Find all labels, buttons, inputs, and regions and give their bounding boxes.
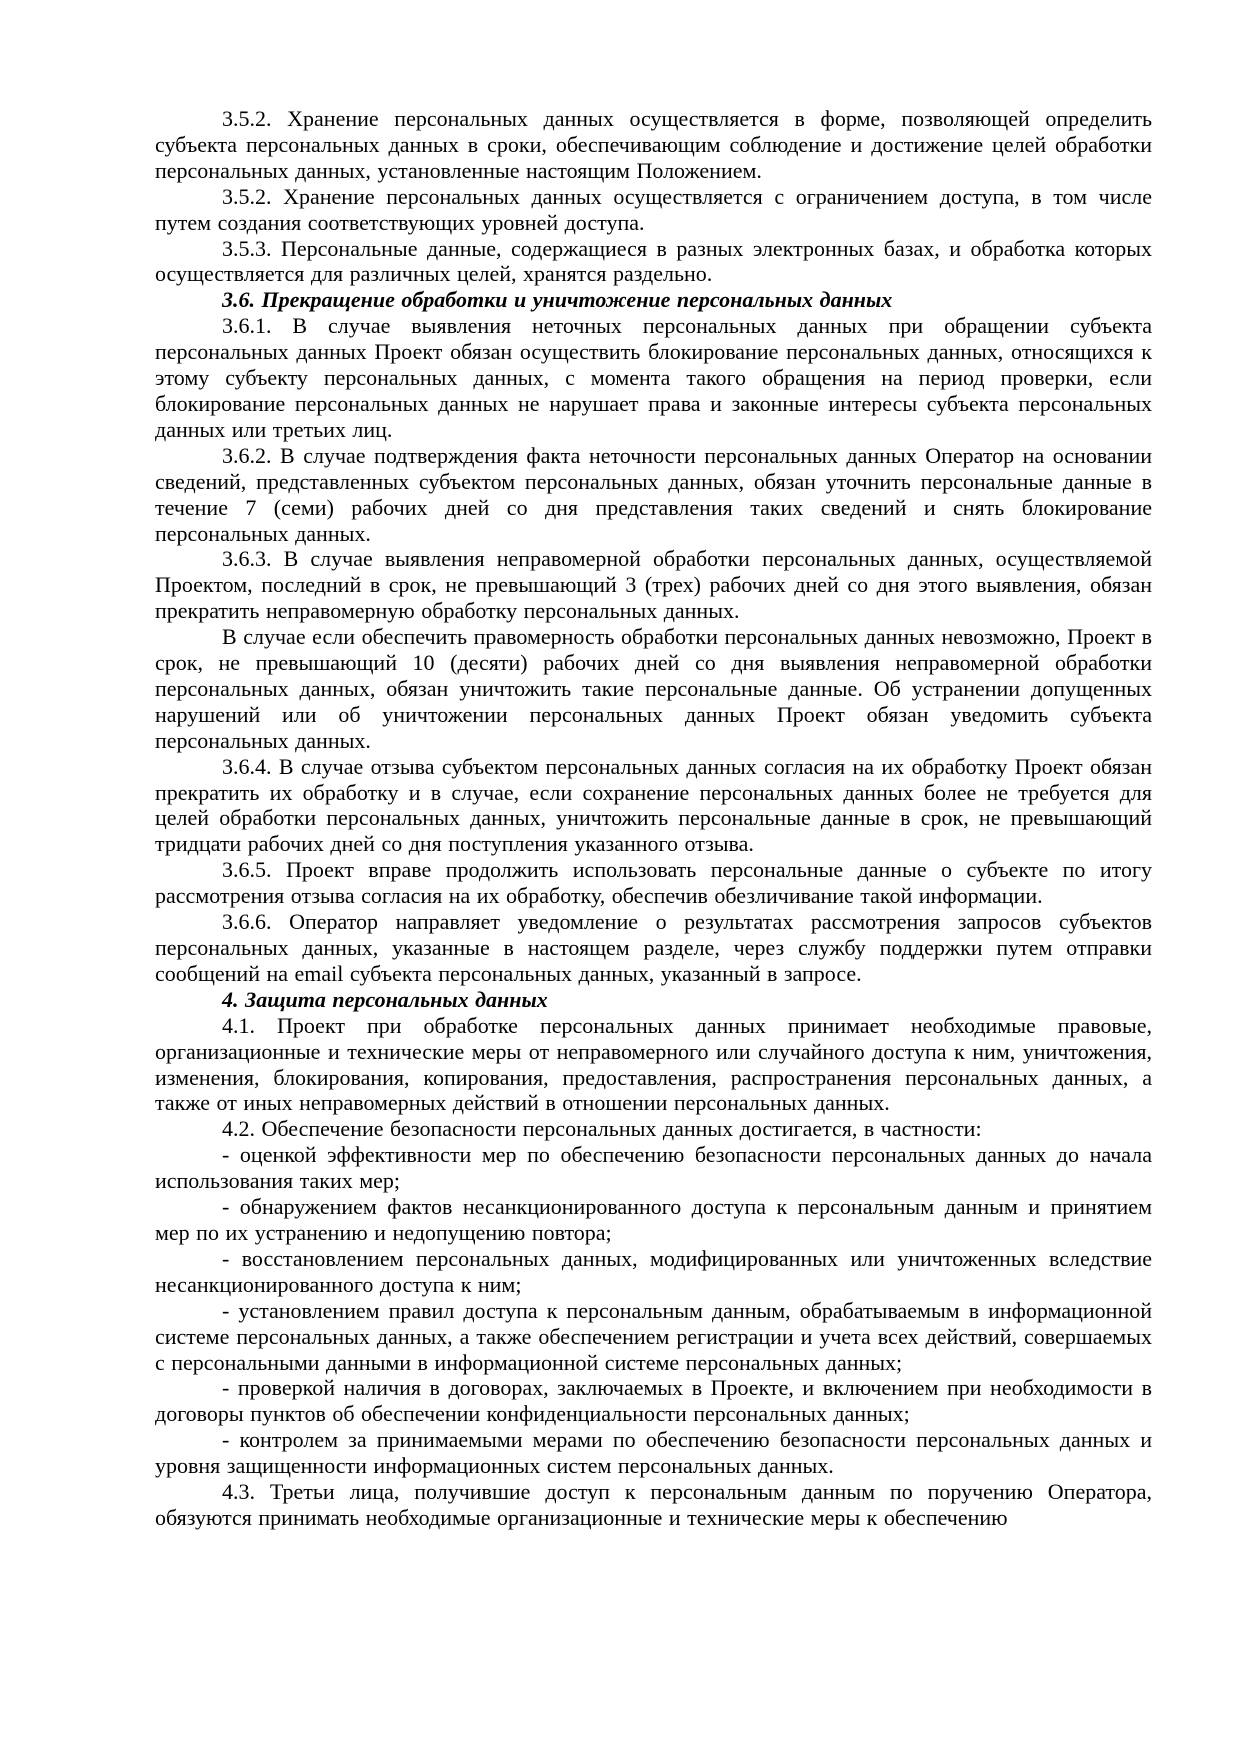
section-heading-3-6: 3.6. Прекращение обработки и уничтожение персональных данных [222,287,893,313]
clause-3-5-3-separate-storage: 3.5.3. Персональные данные, содержащиеся в разных электронных базах, и обработка которых осуществляется для различных целей, хранятся раздельно. [155,235,1152,287]
bullet-access-rules: - установлением правил доступа к персональным данным, обрабатываемым в информационной системе персональных данных, а также обеспечением регистрации и учета всех действий, совершаемых с персональными данными в информационной системе персональных данных; [155,1297,1152,1375]
clause-3-6-1-blocking: 3.6.1. В случае выявления неточных персональных данных при обращении субъекта персональных данных Проект обязан осуществить блокирование персональных данных, относящихся к этому субъекту персональных данных, с момента такого обращения на период проверки, если блокирование персональных данных не нарушает права и законные интересы субъекта персональных данных или третьих лиц. [155,313,1152,442]
clause-4-2-security-intro: 4.2. Обеспечение безопасности персональных данных достигается, в частности: [222,1116,982,1142]
bullet-security-control: - контролем за принимаемыми мерами по обеспечению безопасности персональных данных и уровня защищенности информационных систем персональных данных. [155,1427,1152,1479]
clause-3-5-2-storage-form: 3.5.2. Хранение персональных данных осуществляется в форме, позволяющей определить субъекта персональных данных в сроки, обеспечивающим соблюдение и достижение целей обработки персональных данных, установленные настоящим Положением. [155,106,1152,183]
clause-3-6-5-anonymization: 3.6.5. Проект вправе продолжить использовать персональные данные о субъекте по итогу рассмотрения отзыва согласия на их обработку, обеспечив обезличивание такой информации. [155,857,1152,909]
clause-3-6-3-destruction: В случае если обеспечить правомерность обработки персональных данных невозможно, Проект в срок, не превышающий 10 (десяти) рабочих дней со дня выявления неправомерной обработки персональных данных, обязан уничтожить такие персональные данные. Об устранении допущенных нарушений или об уничтожении персональных данных Проект обязан уведомить субъекта персональных данных. [155,624,1152,753]
clause-3-6-4-consent-withdrawal: 3.6.4. В случае отзыва субъектом персональных данных согласия на их обработку Проект обязан прекратить их обработку и в случае, если сохранение персональных данных более не требуется для целей обработки персональных данных, уничтожить персональные данные в срок, не превышающий тридцати рабочих дней со дня поступления указанного отзыва. [155,753,1152,857]
bullet-security-assessment: - оценкой эффективности мер по обеспечению безопасности персональных данных до начала использования таких мер; [155,1142,1152,1194]
bullet-unauthorized-access-detection: - обнаружением фактов несанкционированного доступа к персональным данным и принятием мер по их устранению и недопущению повтора; [155,1194,1152,1245]
clause-4-1-protection-measures: 4.1. Проект при обработке персональных данных принимает необходимые правовые, организационные и технические меры от неправомерного или случайного доступа к ним, уничтожения, изменения, блокирования, копирования, предоставления, распространения персональных данных, а также от иных неправомерных действий в отношении персональных данных. [155,1012,1152,1116]
clause-3-6-2-correction: 3.6.2. В случае подтверждения факта неточности персональных данных Оператор на основании сведений, представленных субъектом персональных данных, обязан уточнить персональные данные в течение 7 (семи) рабочих дней со дня представления таких сведений и снять блокирование персональных данных. [155,442,1152,546]
clause-4-3-third-parties: 4.3. Третьи лица, получившие доступ к персональным данным по поручению Оператора, обязуются принимать необходимые организационные и технические меры к обеспечению [155,1479,1152,1530]
section-heading-4: 4. Защита персональных данных [222,986,548,1012]
bullet-contract-confidentiality: - проверкой наличия в договорах, заключаемых в Проекте, и включением при необходимости в договоры пунктов об обеспечении конфиденциальности персональных данных; [155,1375,1152,1427]
clause-3-6-3-unlawful-processing: 3.6.3. В случае выявления неправомерной обработки персональных данных, осуществляемой Проектом, последний в срок, не превышающий 3 (трех) рабочих дней со дня этого выявления, обязан прекратить неправомерную обработку персональных данных. [155,546,1152,624]
clause-3-6-6-notification: 3.6.6. Оператор направляет уведомление о результатах рассмотрения запросов субъектов персональных данных, указанные в настоящем разделе, через службу поддержки путем отправки сообщений на email субъекта персональных данных, указанный в запросе. [155,909,1152,986]
bullet-data-restoration: - восстановлением персональных данных, модифицированных или уничтоженных вследствие несанкционированного доступа к ним; [155,1245,1152,1297]
clause-3-5-2-storage-access: 3.5.2. Хранение персональных данных осуществляется с ограничением доступа, в том числе путем создания соответствующих уровней доступа. [155,183,1152,235]
document-body [155,106,1152,1531]
